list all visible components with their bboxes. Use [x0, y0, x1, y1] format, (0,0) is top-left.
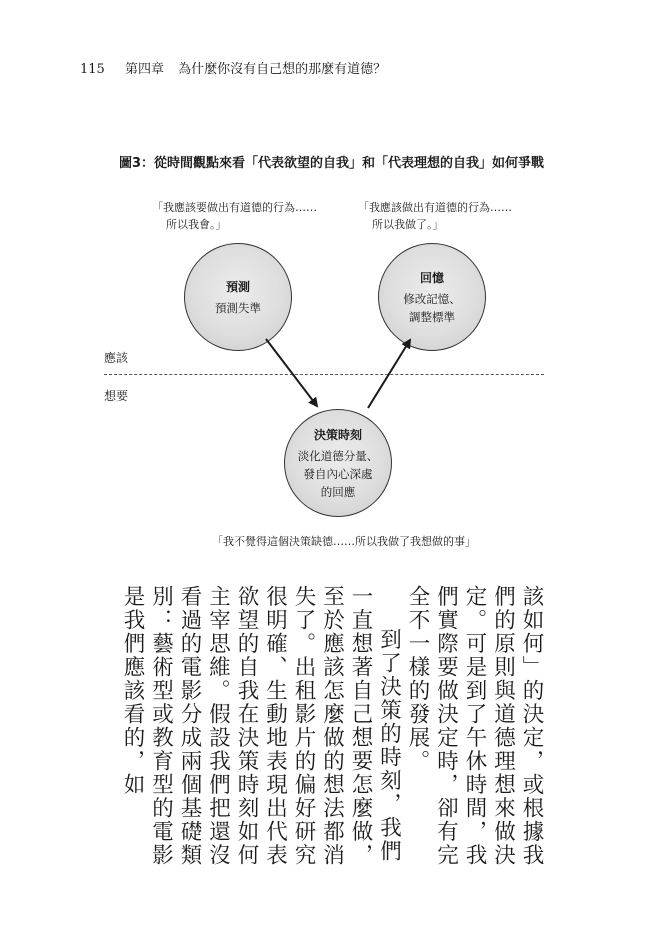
predict-circle-text: 預測失準 [215, 300, 261, 315]
vertical-body-text [118, 585, 546, 885]
quote-recall-line1: 「我應該做出有道德的行為…… [358, 201, 512, 214]
decision-circle [284, 409, 392, 517]
page-number: 115 [80, 62, 105, 77]
decision-circle-text-3: 的回應 [320, 484, 356, 499]
quote-predict-line2: 所以我會。」 [166, 218, 227, 231]
body-paragraph-2: 到了決策的時刻，我們一直想著自己想要怎麼做，至於應該怎麼做的想法都消失了。出租影片的偏好研究很明確、生動地表現出代表欲望的自我在決策時刻如何主宰思維。假設我們把還沒看過的電影分成兩個基礎類別：藝術型或教育型的電影是我們應該看的，如 [120, 585, 402, 867]
want-label: 想要 [104, 389, 129, 403]
quote-decision: 「我不覺得這個決策缺德……所以我做了我想做的事」 [212, 535, 476, 548]
body-paragraph-1: 該如何」的決定，或根據我們的原則與道德理想來做決定。可是到了午休時間，我們實際要做決定時，卻有完全不一樣的發展。 [405, 585, 544, 867]
arrow-decision-to-recall [368, 340, 410, 408]
decision-circle-text-1: 淡化道德分量、 [297, 448, 379, 463]
chapter-title: 為什麼你沒有自己想的那麼有道德？ [178, 62, 387, 77]
recall-circle-text-2: 調整標準 [409, 309, 455, 324]
decision-circle-text-2: 發自內心深處 [303, 466, 373, 481]
recall-circle-text-1: 修改記憶、 [403, 291, 461, 306]
chapter-label: 第四章 [124, 62, 164, 77]
predict-circle-title: 預測 [225, 279, 250, 294]
arrow-predict-to-decision [266, 339, 317, 406]
figure-title: 圖3：從時間觀點來看「代表欲望的自我」和「代表理想的自我」如何爭戰 [118, 156, 545, 171]
decision-circle-title: 決策時刻 [313, 427, 362, 442]
recall-circle-title: 回憶 [419, 270, 444, 285]
quote-predict-line1: 「我應該要做出有道德的行為…… [152, 201, 317, 214]
quote-recall-line2: 所以我做了。」 [372, 218, 444, 231]
should-label: 應該 [104, 351, 129, 365]
